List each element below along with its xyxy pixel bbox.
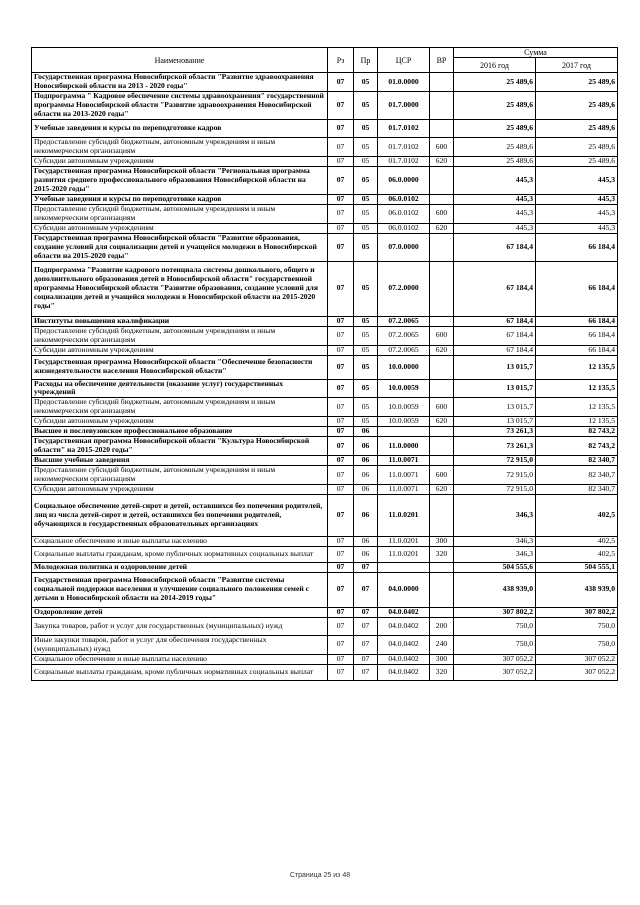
cell-name: Расходы на обеспечение деятельности (оказание услуг) государственных учреждений — [32, 379, 328, 398]
col-sum-header: Сумма — [454, 48, 618, 58]
cell-2016: 25 489,6 — [454, 157, 536, 167]
table-row — [32, 355, 618, 379]
cell-pr: 05 — [354, 167, 378, 195]
cell-2016: 438 939,0 — [454, 572, 536, 607]
cell-2016: 346,3 — [454, 546, 536, 562]
cell-vr: 600 — [430, 138, 454, 157]
cell-csr: 01.7.0000 — [378, 92, 430, 120]
cell-csr: 10.0.0000 — [378, 355, 430, 379]
cell-csr: 10.0.0059 — [378, 417, 430, 427]
budget-sheet — [31, 47, 617, 681]
cell-csr: 01.7.0102 — [378, 120, 430, 138]
cell-name: Предоставление субсидий бюджетным, автономным учреждениям и иным некоммерческим организациям — [32, 326, 328, 345]
cell-name: Высшие учебные заведения — [32, 456, 328, 466]
cell-name: Оздоровление детей — [32, 607, 328, 617]
cell-rz: 07 — [328, 204, 354, 223]
cell-name: Учебные заведения и курсы по переподготовке кадров — [32, 120, 328, 138]
cell-2016: 13 015,7 — [454, 379, 536, 398]
cell-rz: 07 — [328, 572, 354, 607]
table-body — [32, 73, 618, 680]
cell-rz: 07 — [328, 562, 354, 572]
cell-2017: 438 939,0 — [536, 572, 618, 607]
cell-rz: 07 — [328, 261, 354, 316]
cell-2016: 73 261,3 — [454, 427, 536, 437]
cell-name: Предоставление субсидий бюджетным, автономным учреждениям и иным некоммерческим организациям — [32, 398, 328, 417]
cell-csr — [378, 427, 430, 437]
cell-rz: 07 — [328, 223, 354, 233]
table-row — [32, 120, 618, 138]
table-row — [32, 326, 618, 345]
cell-csr: 04.0.0402 — [378, 664, 430, 680]
cell-pr: 06 — [354, 456, 378, 466]
table-row — [32, 437, 618, 456]
cell-vr — [430, 572, 454, 607]
cell-rz: 07 — [328, 466, 354, 485]
table-row — [32, 607, 618, 617]
cell-csr: 06.0.0000 — [378, 167, 430, 195]
cell-name: Предоставление субсидий бюджетным, автономным учреждениям и иным некоммерческим организациям — [32, 466, 328, 485]
table-row — [32, 157, 618, 167]
cell-name: Предоставление субсидий бюджетным, автономным учреждениям и иным некоммерческим организациям — [32, 138, 328, 157]
cell-vr — [430, 437, 454, 456]
cell-vr — [430, 355, 454, 379]
cell-pr: 06 — [354, 536, 378, 546]
cell-csr: 11.0.0000 — [378, 437, 430, 456]
cell-name: Субсидии автономным учреждениям — [32, 484, 328, 494]
col-name-header: Наименование — [32, 48, 328, 73]
cell-name: Государственная программа Новосибирской области "Развитие образования, создание условий для социализации детей и учащейся молодежи в Новосибирской области на 2015-2020 годы" — [32, 233, 328, 261]
cell-name: Социальное обеспечение и иные выплаты населению — [32, 654, 328, 664]
table-row — [32, 345, 618, 355]
cell-pr: 07 — [354, 607, 378, 617]
cell-pr: 05 — [354, 138, 378, 157]
cell-name: Подпрограмма "Развитие кадрового потенциала системы дошкольного, общего и дополнительного образования детей в Новосибирской области" государственной программы Новосибирской области "Развитие образования, создание условий для социализации детей и учащейся молодежи в Новосибирской области на 2015-2020 годы" — [32, 261, 328, 316]
cell-vr — [430, 92, 454, 120]
cell-2017: 750,0 — [536, 617, 618, 635]
table-row — [32, 466, 618, 485]
cell-csr: 04.0.0000 — [378, 572, 430, 607]
cell-2016: 750,0 — [454, 635, 536, 654]
cell-rz: 07 — [328, 355, 354, 379]
table-row — [32, 73, 618, 92]
cell-pr: 06 — [354, 546, 378, 562]
col-rz-header: Рз — [328, 48, 354, 73]
cell-name: Иные закупки товаров, работ и услуг для обеспечения государственных (муниципальных) нужд — [32, 635, 328, 654]
cell-2016: 346,3 — [454, 536, 536, 546]
cell-vr: 300 — [430, 536, 454, 546]
cell-vr: 620 — [430, 157, 454, 167]
table-row — [32, 546, 618, 562]
cell-vr: 320 — [430, 664, 454, 680]
table-row — [32, 484, 618, 494]
cell-rz: 07 — [328, 92, 354, 120]
cell-name: Государственная программа Новосибирской области "Региональная программа развития среднего профессионального образования Новосибирской области на 2015-2020 годы" — [32, 167, 328, 195]
col-pr-header: Пр — [354, 48, 378, 73]
cell-rz: 07 — [328, 157, 354, 167]
table-row — [32, 664, 618, 680]
cell-csr: 06.0.0102 — [378, 204, 430, 223]
table-row — [32, 456, 618, 466]
cell-vr: 600 — [430, 326, 454, 345]
table-row — [32, 167, 618, 195]
cell-2016: 67 184,4 — [454, 345, 536, 355]
cell-rz: 07 — [328, 195, 354, 205]
cell-pr: 05 — [354, 379, 378, 398]
table-row — [32, 204, 618, 223]
cell-2017: 82 743,2 — [536, 437, 618, 456]
cell-vr — [430, 233, 454, 261]
col-vr-header: ВР — [430, 48, 454, 73]
cell-pr: 07 — [354, 664, 378, 680]
table-row — [32, 494, 618, 536]
cell-csr: 10.0.0059 — [378, 398, 430, 417]
cell-csr: 04.0.0402 — [378, 617, 430, 635]
cell-2017: 504 555,1 — [536, 562, 618, 572]
cell-pr: 07 — [354, 635, 378, 654]
cell-rz: 07 — [328, 437, 354, 456]
table-row — [32, 195, 618, 205]
cell-csr — [378, 562, 430, 572]
cell-name: Подпрограмма " Кадровое обеспечение системы здравоохранения" государственной программы Новосибирской области "Развитие здравоохранения Новосибирской области на 2013-2020 годы" — [32, 92, 328, 120]
cell-2016: 25 489,6 — [454, 138, 536, 157]
cell-2016: 307 052,2 — [454, 654, 536, 664]
cell-name: Субсидии автономным учреждениям — [32, 223, 328, 233]
cell-vr: 200 — [430, 617, 454, 635]
cell-csr: 07.2.0065 — [378, 326, 430, 345]
cell-rz: 07 — [328, 417, 354, 427]
cell-csr: 07.2.0065 — [378, 345, 430, 355]
cell-pr: 05 — [354, 345, 378, 355]
cell-rz: 07 — [328, 664, 354, 680]
cell-name: Государственная программа Новосибирской области "Развитие системы социальной поддержки населения и улучшение социального положения семей с детьми в Новосибирской области на 2014-2019 годы" — [32, 572, 328, 607]
cell-name: Социальные выплаты гражданам, кроме публичных нормативных социальных выплат — [32, 546, 328, 562]
cell-2017: 25 489,6 — [536, 138, 618, 157]
cell-vr — [430, 427, 454, 437]
cell-2016: 72 915,0 — [454, 466, 536, 485]
cell-pr: 06 — [354, 466, 378, 485]
cell-name: Высшее и послевузовское профессиональное образование — [32, 427, 328, 437]
budget-table — [31, 47, 618, 681]
table-row — [32, 536, 618, 546]
cell-vr — [430, 73, 454, 92]
cell-pr: 05 — [354, 120, 378, 138]
cell-2017: 402,5 — [536, 546, 618, 562]
col-2016-header: 2016 год — [454, 58, 536, 73]
cell-2017: 25 489,6 — [536, 92, 618, 120]
cell-2016: 25 489,6 — [454, 73, 536, 92]
cell-vr: 620 — [430, 223, 454, 233]
cell-csr: 11.0.0201 — [378, 546, 430, 562]
col-2017-header: 2017 год — [536, 58, 618, 73]
cell-2017: 66 184,4 — [536, 326, 618, 345]
cell-2017: 12 135,5 — [536, 355, 618, 379]
cell-2016: 67 184,4 — [454, 326, 536, 345]
cell-pr: 05 — [354, 417, 378, 427]
cell-rz: 07 — [328, 427, 354, 437]
cell-pr: 06 — [354, 484, 378, 494]
cell-name: Социальные выплаты гражданам, кроме публичных нормативных социальных выплат — [32, 664, 328, 680]
cell-pr: 05 — [354, 261, 378, 316]
cell-rz: 07 — [328, 316, 354, 326]
table-row — [32, 379, 618, 398]
table-row — [32, 635, 618, 654]
cell-2016: 72 915,0 — [454, 484, 536, 494]
col-csr-header: ЦСР — [378, 48, 430, 73]
cell-pr: 07 — [354, 654, 378, 664]
page-footer: Страница 25 из 48 — [289, 872, 351, 879]
cell-rz: 07 — [328, 635, 354, 654]
cell-csr: 04.0.0402 — [378, 635, 430, 654]
cell-rz: 07 — [328, 345, 354, 355]
cell-2016: 504 555,6 — [454, 562, 536, 572]
cell-vr: 600 — [430, 204, 454, 223]
cell-2017: 66 184,4 — [536, 261, 618, 316]
table-row — [32, 316, 618, 326]
cell-2016: 67 184,4 — [454, 261, 536, 316]
cell-csr: 06.0.0102 — [378, 195, 430, 205]
cell-2016: 13 015,7 — [454, 355, 536, 379]
cell-vr — [430, 120, 454, 138]
cell-2017: 12 135,5 — [536, 417, 618, 427]
cell-pr: 06 — [354, 427, 378, 437]
cell-2016: 25 489,6 — [454, 92, 536, 120]
cell-csr: 04.0.0402 — [378, 607, 430, 617]
cell-2017: 402,5 — [536, 494, 618, 536]
cell-name: Социальное обеспечение детей-сирот и детей, оставшихся без попечения родителей, лиц из числа детей-сирот и детей, оставшихся без попечения родителей, обучающихся в государственных образовательных организациях — [32, 494, 328, 536]
cell-2017: 82 340,7 — [536, 456, 618, 466]
cell-vr: 620 — [430, 484, 454, 494]
cell-pr: 06 — [354, 494, 378, 536]
cell-csr: 11.0.0071 — [378, 466, 430, 485]
cell-name: Молодежная политика и оздоровление детей — [32, 562, 328, 572]
cell-pr: 05 — [354, 223, 378, 233]
cell-2017: 750,0 — [536, 635, 618, 654]
table-row — [32, 417, 618, 427]
cell-pr: 07 — [354, 617, 378, 635]
cell-2017: 82 743,2 — [536, 427, 618, 437]
table-header — [32, 48, 618, 73]
cell-2017: 82 340,7 — [536, 466, 618, 485]
cell-rz: 07 — [328, 456, 354, 466]
cell-pr: 07 — [354, 572, 378, 607]
cell-csr: 11.0.0201 — [378, 494, 430, 536]
cell-2017: 12 135,5 — [536, 398, 618, 417]
cell-name: Субсидии автономным учреждениям — [32, 345, 328, 355]
cell-vr: 600 — [430, 398, 454, 417]
cell-2016: 445,3 — [454, 167, 536, 195]
cell-csr: 11.0.0071 — [378, 456, 430, 466]
cell-vr: 300 — [430, 654, 454, 664]
cell-name: Субсидии автономным учреждениям — [32, 157, 328, 167]
cell-2017: 82 340,7 — [536, 484, 618, 494]
cell-pr: 05 — [354, 92, 378, 120]
cell-csr: 11.0.0201 — [378, 536, 430, 546]
cell-csr: 04.0.0402 — [378, 654, 430, 664]
cell-name: Учебные заведения и курсы по переподготовке кадров — [32, 195, 328, 205]
cell-vr: 620 — [430, 417, 454, 427]
cell-2017: 25 489,6 — [536, 157, 618, 167]
cell-pr: 05 — [354, 157, 378, 167]
cell-pr: 05 — [354, 316, 378, 326]
cell-vr — [430, 195, 454, 205]
cell-rz: 07 — [328, 484, 354, 494]
cell-2016: 73 261,3 — [454, 437, 536, 456]
cell-csr: 01.7.0102 — [378, 138, 430, 157]
cell-csr: 07.2.0000 — [378, 261, 430, 316]
cell-2017: 445,3 — [536, 204, 618, 223]
cell-csr: 01.0.0000 — [378, 73, 430, 92]
cell-pr: 05 — [354, 204, 378, 223]
cell-name: Субсидии автономным учреждениям — [32, 417, 328, 427]
cell-rz: 07 — [328, 120, 354, 138]
cell-pr: 05 — [354, 398, 378, 417]
cell-2016: 445,3 — [454, 195, 536, 205]
cell-2017: 66 184,4 — [536, 316, 618, 326]
cell-csr: 07.2.0065 — [378, 316, 430, 326]
cell-pr: 05 — [354, 195, 378, 205]
cell-vr: 620 — [430, 345, 454, 355]
cell-rz: 07 — [328, 607, 354, 617]
cell-2017: 307 802,2 — [536, 607, 618, 617]
cell-rz: 07 — [328, 233, 354, 261]
cell-pr: 05 — [354, 355, 378, 379]
cell-pr: 05 — [354, 326, 378, 345]
cell-rz: 07 — [328, 379, 354, 398]
cell-name: Предоставление субсидий бюджетным, автономным учреждениям и иным некоммерческим организациям — [32, 204, 328, 223]
cell-name: Социальное обеспечение и иные выплаты населению — [32, 536, 328, 546]
table-row — [32, 562, 618, 572]
table-row — [32, 138, 618, 157]
cell-name: Государственная программа Новосибирской области "Культура Новосибирской области" на 2015-2020 годы" — [32, 437, 328, 456]
cell-vr — [430, 456, 454, 466]
cell-name: Государственная программа Новосибирской области "Обеспечение безопасности жизнедеятельности населения Новосибирской области" — [32, 355, 328, 379]
cell-rz: 07 — [328, 167, 354, 195]
cell-2017: 445,3 — [536, 223, 618, 233]
table-row — [32, 398, 618, 417]
cell-rz: 07 — [328, 536, 354, 546]
cell-2017: 12 135,5 — [536, 379, 618, 398]
table-row — [32, 223, 618, 233]
cell-vr — [430, 261, 454, 316]
cell-pr: 06 — [354, 437, 378, 456]
table-row — [32, 92, 618, 120]
cell-vr — [430, 494, 454, 536]
cell-pr: 05 — [354, 73, 378, 92]
cell-vr — [430, 379, 454, 398]
cell-2016: 13 015,7 — [454, 417, 536, 427]
table-row — [32, 617, 618, 635]
cell-rz: 07 — [328, 138, 354, 157]
cell-rz: 07 — [328, 398, 354, 417]
cell-2016: 445,3 — [454, 204, 536, 223]
table-row — [32, 261, 618, 316]
cell-2017: 307 052,2 — [536, 654, 618, 664]
cell-2016: 307 802,2 — [454, 607, 536, 617]
table-row — [32, 427, 618, 437]
cell-2017: 402,5 — [536, 536, 618, 546]
cell-2016: 72 915,0 — [454, 456, 536, 466]
cell-2017: 25 489,6 — [536, 120, 618, 138]
cell-rz: 07 — [328, 326, 354, 345]
table-row — [32, 654, 618, 664]
cell-csr: 11.0.0071 — [378, 484, 430, 494]
cell-2017: 445,3 — [536, 167, 618, 195]
cell-2016: 445,3 — [454, 223, 536, 233]
cell-name: Государственная программа Новосибирской области "Развитие здравоохранения Новосибирской области на 2013 - 2020 годы" — [32, 73, 328, 92]
cell-vr: 320 — [430, 546, 454, 562]
cell-name: Закупка товаров, работ и услуг для государственных (муниципальных) нужд — [32, 617, 328, 635]
cell-csr: 06.0.0102 — [378, 223, 430, 233]
table-row — [32, 233, 618, 261]
cell-rz: 07 — [328, 654, 354, 664]
cell-2016: 67 184,4 — [454, 316, 536, 326]
cell-rz: 07 — [328, 546, 354, 562]
cell-vr: 600 — [430, 466, 454, 485]
cell-csr: 10.0.0059 — [378, 379, 430, 398]
cell-csr: 07.0.0000 — [378, 233, 430, 261]
cell-rz: 07 — [328, 617, 354, 635]
cell-2016: 67 184,4 — [454, 233, 536, 261]
cell-2017: 66 184,4 — [536, 233, 618, 261]
cell-csr: 01.7.0102 — [378, 157, 430, 167]
cell-name: Институты повышения квалификации — [32, 316, 328, 326]
cell-rz: 07 — [328, 494, 354, 536]
cell-vr — [430, 562, 454, 572]
cell-2017: 25 489,6 — [536, 73, 618, 92]
cell-2016: 25 489,6 — [454, 120, 536, 138]
cell-vr — [430, 167, 454, 195]
cell-vr — [430, 607, 454, 617]
cell-pr: 07 — [354, 562, 378, 572]
cell-2017: 307 052,2 — [536, 664, 618, 680]
cell-2016: 750,0 — [454, 617, 536, 635]
cell-2016: 346,3 — [454, 494, 536, 536]
table-row — [32, 572, 618, 607]
cell-rz: 07 — [328, 73, 354, 92]
cell-2016: 13 015,7 — [454, 398, 536, 417]
cell-2017: 66 184,4 — [536, 345, 618, 355]
cell-vr — [430, 316, 454, 326]
cell-2017: 445,3 — [536, 195, 618, 205]
cell-2016: 307 052,2 — [454, 664, 536, 680]
cell-vr: 240 — [430, 635, 454, 654]
cell-pr: 05 — [354, 233, 378, 261]
